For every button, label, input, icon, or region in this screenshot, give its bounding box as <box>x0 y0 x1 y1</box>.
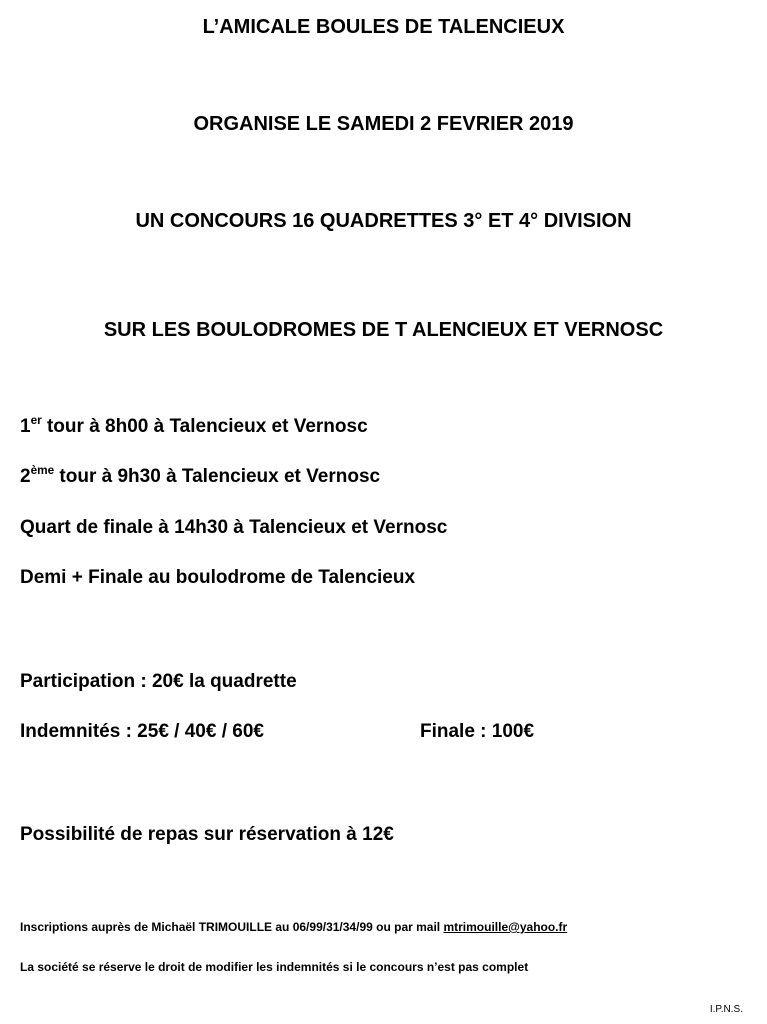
contest-title: UN CONCOURS 16 QUADRETTES 3° ET 4° DIVISION <box>135 210 632 232</box>
contact-info <box>20 920 567 934</box>
schedule-round-2 <box>20 466 380 488</box>
email-link[interactable]: mtrimouille@yahoo.fr <box>443 920 568 934</box>
round-2-ordinal: ème <box>30 464 55 477</box>
round-1-text: tour à 8h00 à Talencieux et Vernosc <box>41 416 368 437</box>
final-prize: Finale : 100€ <box>420 721 535 742</box>
schedule-quarter-final: Quart de finale à 14h30 à Talencieux et Vernosc <box>20 517 448 538</box>
round-2-text: tour à 9h30 à Talencieux et Vernosc <box>54 466 381 487</box>
meal-info: Possibilité de repas sur réservation à 12€ <box>20 824 394 845</box>
disclaimer: La société se réserve le droit de modifier les indemnités si le concours n’est pas complet <box>20 960 529 974</box>
club-title: L’AMICALE BOULES DE TALENCIEUX <box>202 16 565 38</box>
round-1-ordinal: er <box>30 414 42 427</box>
contact-text: Inscriptions auprès de Michaël TRIMOUILLE au 06/99/31/34/99 ou par mail <box>20 920 444 934</box>
venue-line: SUR LES BOULODROMES DE T ALENCIEUX ET VERNOSC <box>103 319 664 341</box>
participation-fee: Participation : 20€ la quadrette <box>20 671 297 692</box>
schedule-round-1 <box>20 416 368 438</box>
prizes-line <box>20 721 620 743</box>
round-2-number: 2 <box>20 466 31 487</box>
ipns-mark: I.P.N.S. <box>709 1004 743 1015</box>
schedule-semi-final: Demi + Finale au boulodrome de Talencieux <box>20 567 416 588</box>
round-1-number: 1 <box>20 416 31 437</box>
indemnities: Indemnités : 25€ / 40€ / 60€ <box>20 721 264 742</box>
event-date: ORGANISE LE SAMEDI 2 FEVRIER 2019 <box>193 113 574 135</box>
